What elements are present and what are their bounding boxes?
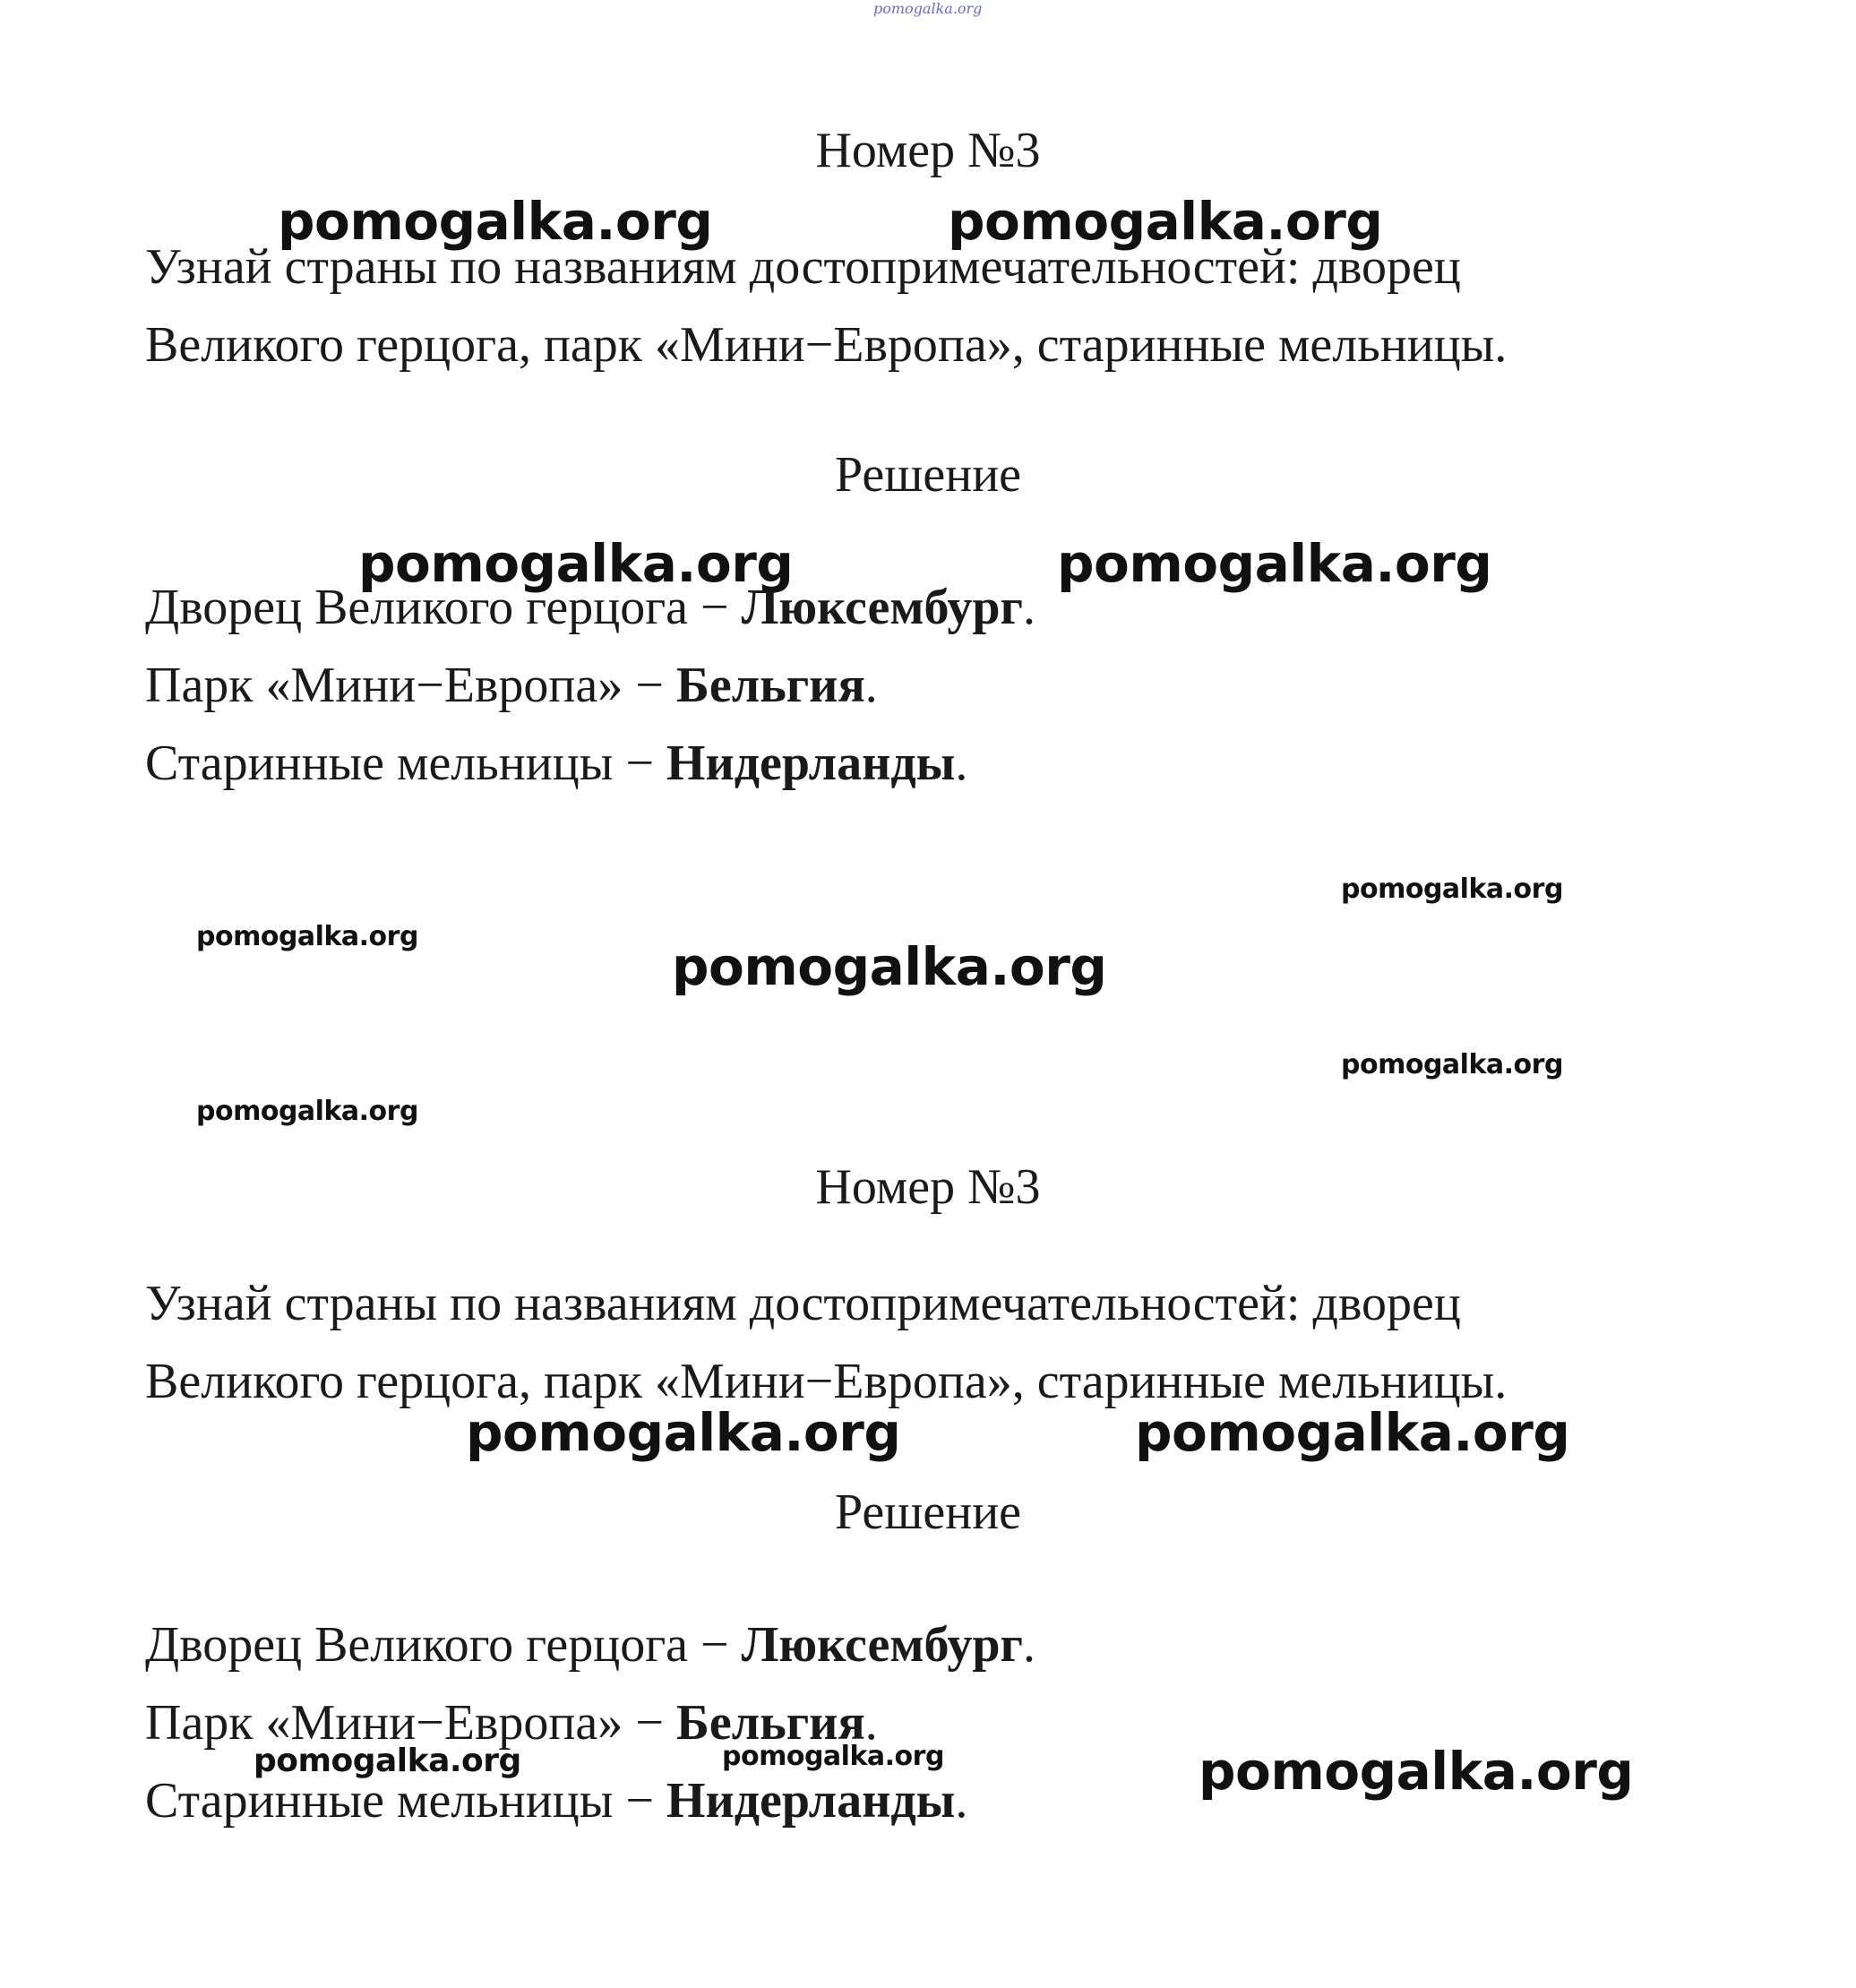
answer-prefix: Дворец Великого герцога − [145, 580, 742, 635]
exercise-title: Номер №3 [815, 123, 1041, 178]
watermark: pomogalka.org [722, 1741, 944, 1772]
watermark: pomogalka.org [196, 1096, 418, 1127]
answer-end: . [955, 1773, 968, 1829]
watermark: pomogalka.org [466, 1402, 901, 1463]
answer-end: . [864, 1695, 878, 1751]
solution-title: Решение [834, 1485, 1022, 1540]
task-text-line: Великого герцога, парк «Мини−Европа», старинные мельницы. [145, 1354, 1508, 1409]
answer-country: Нидерланды [666, 736, 956, 791]
answer-country: Люксембург [741, 580, 1023, 635]
task-text-line: Узнай страны по названиям достопримечательностей: дворец [145, 1276, 1461, 1331]
answer-prefix: Старинные мельницы − [145, 736, 666, 791]
answer-country: Люксембург [741, 1617, 1023, 1673]
answer-prefix: Старинные мельницы − [145, 1773, 666, 1829]
answer-prefix: Парк «Мини−Европа» − [145, 658, 676, 713]
answer-line [145, 658, 878, 713]
answer-line [145, 1617, 1035, 1673]
watermark: pomogalka.org [278, 191, 713, 252]
watermark: pomogalka.org [196, 921, 418, 952]
watermark: pomogalka.org [253, 1743, 521, 1779]
answer-end: . [1022, 580, 1035, 635]
answer-line [145, 736, 968, 791]
answer-end: . [955, 736, 968, 791]
answer-country: Бельгия [675, 658, 865, 713]
watermark: pomogalka.org [672, 936, 1107, 997]
watermark: pomogalka.org [1135, 1402, 1570, 1463]
watermark: pomogalka.org [1341, 874, 1563, 905]
answer-end: . [1022, 1617, 1035, 1673]
answer-country: Нидерланды [666, 1773, 956, 1829]
watermark: pomogalka.org [1199, 1741, 1634, 1802]
task-text-line: Узнай страны по названиям достопримечательностей: дворец [145, 239, 1461, 295]
watermark: pomogalka.org [1057, 533, 1492, 594]
answer-country: Бельгия [675, 1695, 865, 1751]
answer-line [145, 1773, 968, 1829]
watermark: pomogalka.org [948, 191, 1383, 252]
answer-end: . [864, 658, 878, 713]
answer-prefix: Парк «Мини−Европа» − [145, 1695, 676, 1751]
top-watermark: pomogalka.org [873, 0, 983, 17]
answer-prefix: Дворец Великого герцога − [145, 1617, 742, 1673]
solution-title: Решение [834, 447, 1022, 503]
watermark: pomogalka.org [1341, 1049, 1563, 1080]
watermark: pomogalka.org [358, 533, 794, 594]
exercise-title: Номер №3 [815, 1159, 1041, 1215]
task-text-line: Великого герцога, парк «Мини−Европа», старинные мельницы. [145, 317, 1508, 373]
